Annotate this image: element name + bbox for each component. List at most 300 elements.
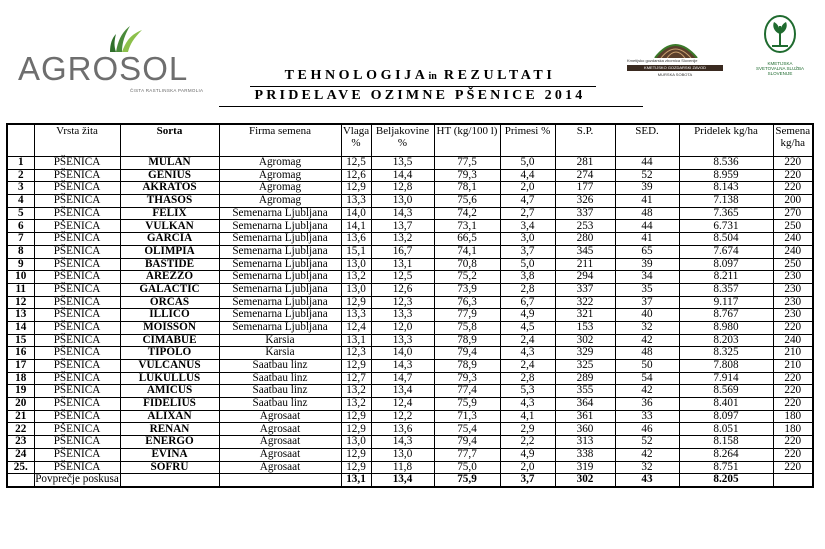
row-number: 24 — [7, 448, 34, 461]
row-number: 13 — [7, 309, 34, 322]
row-number: 6 — [7, 220, 34, 233]
row-number: 20 — [7, 398, 34, 411]
crop-type: PŠENICA — [34, 258, 120, 271]
crop-type: PŠENICA — [34, 410, 120, 423]
ears-per-m2: 345 — [555, 245, 615, 258]
seed-rate: 220 — [773, 169, 813, 182]
hectoliter-weight: 70,8 — [434, 258, 500, 271]
protein: 14,7 — [371, 372, 434, 385]
hectoliter-weight: 75,9 — [434, 398, 500, 411]
seed-company: Agromag — [219, 157, 341, 170]
impurities: 5,3 — [500, 385, 555, 398]
seeds: 52 — [615, 436, 679, 449]
yield: 6.731 — [679, 220, 773, 233]
yield: 8.097 — [679, 410, 773, 423]
variety: ORCAS — [120, 296, 219, 309]
yield: 7.808 — [679, 360, 773, 373]
seed-company: Semenarna Ljubljana — [219, 233, 341, 246]
seeds: 33 — [615, 410, 679, 423]
yield: 8.158 — [679, 436, 773, 449]
protein: 14,3 — [371, 436, 434, 449]
seeds: 40 — [615, 309, 679, 322]
row-number: 17 — [7, 360, 34, 373]
leaf-icon — [108, 24, 148, 52]
impurities: 4,1 — [500, 410, 555, 423]
average-cell-blank — [219, 474, 341, 487]
seed-company: Agrosaat — [219, 410, 341, 423]
seeds: 54 — [615, 372, 679, 385]
yield: 9.117 — [679, 296, 773, 309]
seed-company: Agromag — [219, 182, 341, 195]
kgz-logo — [625, 38, 725, 82]
variety: LUKULLUS — [120, 372, 219, 385]
yield: 8.211 — [679, 271, 773, 284]
crop-type: PŠENICA — [34, 195, 120, 208]
field-icon — [625, 38, 725, 58]
protein: 14,4 — [371, 169, 434, 182]
hectoliter-weight: 73,1 — [434, 220, 500, 233]
seed-company: Karsia — [219, 334, 341, 347]
variety: TIPOLO — [120, 347, 219, 360]
seed-rate: 240 — [773, 245, 813, 258]
table-row — [7, 385, 813, 398]
average-sp: 302 — [555, 474, 615, 487]
variety: FELIX — [120, 207, 219, 220]
variety: MOISSON — [120, 321, 219, 334]
hectoliter-weight: 78,1 — [434, 182, 500, 195]
seed-company: Agrosaat — [219, 448, 341, 461]
crop-type: PŠENICA — [34, 157, 120, 170]
table-row — [7, 448, 813, 461]
seed-rate: 220 — [773, 182, 813, 195]
row-number: 23 — [7, 436, 34, 449]
table-row — [7, 461, 813, 474]
row-number: 22 — [7, 423, 34, 436]
seed-rate: 240 — [773, 334, 813, 347]
moisture: 12,9 — [341, 360, 371, 373]
average-label: Povprečje poskusa — [35, 473, 119, 486]
protein: 12,8 — [371, 182, 434, 195]
title-underline — [250, 86, 596, 87]
protein: 13,1 — [371, 258, 434, 271]
row-number: 5 — [7, 207, 34, 220]
average-row — [7, 474, 813, 487]
moisture: 13,0 — [341, 258, 371, 271]
seeds: 32 — [615, 321, 679, 334]
table-row — [7, 245, 813, 258]
moisture: 12,9 — [341, 461, 371, 474]
header-sed: SED. — [615, 124, 679, 157]
yield: 8.264 — [679, 448, 773, 461]
table-row — [7, 195, 813, 208]
moisture: 12,6 — [341, 169, 371, 182]
ears-per-m2: 361 — [555, 410, 615, 423]
impurities: 2,0 — [500, 182, 555, 195]
impurities: 2,4 — [500, 334, 555, 347]
impurities: 2,8 — [500, 372, 555, 385]
variety: CIMABUE — [120, 334, 219, 347]
header-num — [7, 124, 34, 157]
ears-per-m2: 338 — [555, 448, 615, 461]
variety: AKRATOS — [120, 182, 219, 195]
header-firma-semena: Firma semena — [219, 124, 341, 157]
crop-type: PŠENICA — [34, 182, 120, 195]
seed-company: Semenarna Ljubljana — [219, 296, 341, 309]
seed-rate: 180 — [773, 410, 813, 423]
impurities: 4,5 — [500, 321, 555, 334]
row-number: 15 — [7, 334, 34, 347]
yield: 8.097 — [679, 258, 773, 271]
seed-rate: 250 — [773, 220, 813, 233]
row-number: 18 — [7, 372, 34, 385]
seed-rate: 200 — [773, 195, 813, 208]
seed-company: Semenarna Ljubljana — [219, 207, 341, 220]
ears-per-m2: 281 — [555, 157, 615, 170]
crop-type: PŠENICA — [34, 296, 120, 309]
crop-type: PŠENICA — [34, 334, 120, 347]
ears-per-m2: 321 — [555, 309, 615, 322]
variety: GENIUS — [120, 169, 219, 182]
table-row — [7, 169, 813, 182]
moisture: 14,0 — [341, 207, 371, 220]
yield: 7.674 — [679, 245, 773, 258]
impurities: 2,7 — [500, 207, 555, 220]
header-ht: HT (kg/100 l) — [434, 124, 500, 157]
crop-type: PŠENICA — [34, 385, 120, 398]
hectoliter-weight: 66,5 — [434, 233, 500, 246]
crop-type: PŠENICA — [34, 207, 120, 220]
variety: EVINA — [120, 448, 219, 461]
moisture: 12,9 — [341, 182, 371, 195]
row-number: 7 — [7, 233, 34, 246]
crop-type: PŠENICA — [34, 423, 120, 436]
ears-per-m2: 326 — [555, 195, 615, 208]
hectoliter-weight: 76,3 — [434, 296, 500, 309]
moisture: 12,9 — [341, 423, 371, 436]
seeds: 39 — [615, 258, 679, 271]
variety: VULCANUS — [120, 360, 219, 373]
protein: 14,3 — [371, 207, 434, 220]
protein: 12,2 — [371, 410, 434, 423]
impurities: 3,7 — [500, 245, 555, 258]
crop-type: PŠENICA — [34, 271, 120, 284]
ears-per-m2: 319 — [555, 461, 615, 474]
average-vlaga: 13,1 — [341, 474, 371, 487]
ears-per-m2: 153 — [555, 321, 615, 334]
title-underline — [219, 106, 643, 107]
seeds: 32 — [615, 461, 679, 474]
variety: ILLICO — [120, 309, 219, 322]
ears-per-m2: 329 — [555, 347, 615, 360]
impurities: 2,2 — [500, 436, 555, 449]
table-row — [7, 258, 813, 271]
table-row — [7, 436, 813, 449]
crop-type: PŠENICA — [34, 448, 120, 461]
table-row — [7, 423, 813, 436]
seeds: 52 — [615, 169, 679, 182]
protein: 13,5 — [371, 157, 434, 170]
impurities: 4,4 — [500, 169, 555, 182]
table-row — [7, 283, 813, 296]
seed-rate: 240 — [773, 233, 813, 246]
agrosol-wordmark: AGROSOL — [18, 50, 189, 87]
yield: 8.959 — [679, 169, 773, 182]
variety: RENAN — [120, 423, 219, 436]
yield: 8.504 — [679, 233, 773, 246]
yield: 8.325 — [679, 347, 773, 360]
row-number: 9 — [7, 258, 34, 271]
hectoliter-weight: 77,4 — [434, 385, 500, 398]
row-number: 10 — [7, 271, 34, 284]
variety: SOFRU — [120, 461, 219, 474]
impurities: 3,0 — [500, 233, 555, 246]
impurities: 5,0 — [500, 157, 555, 170]
ears-per-m2: 253 — [555, 220, 615, 233]
table-row — [7, 157, 813, 170]
moisture: 13,3 — [341, 309, 371, 322]
hectoliter-weight: 79,4 — [434, 436, 500, 449]
table-row — [7, 410, 813, 423]
impurities: 2,9 — [500, 423, 555, 436]
seeds: 35 — [615, 283, 679, 296]
ears-per-m2: 355 — [555, 385, 615, 398]
seed-company: Saatbau linz — [219, 385, 341, 398]
yield: 7.365 — [679, 207, 773, 220]
yield: 8.751 — [679, 461, 773, 474]
protein: 12,5 — [371, 271, 434, 284]
seed-rate: 220 — [773, 385, 813, 398]
variety: GARCIA — [120, 233, 219, 246]
row-number: 16 — [7, 347, 34, 360]
moisture: 15,1 — [341, 245, 371, 258]
page-title-line2: PRIDELAVE OZIMNE PŠENICE 2014 — [254, 88, 586, 103]
seed-company: Semenarna Ljubljana — [219, 309, 341, 322]
impurities: 2,0 — [500, 461, 555, 474]
protein: 13,4 — [371, 385, 434, 398]
yield: 8.051 — [679, 423, 773, 436]
plant-emblem-icon — [763, 14, 797, 54]
yield: 8.401 — [679, 398, 773, 411]
ears-per-m2: 211 — [555, 258, 615, 271]
seed-rate: 220 — [773, 461, 813, 474]
hectoliter-weight: 74,1 — [434, 245, 500, 258]
header-primesi: Primesi % — [500, 124, 555, 157]
ksss-logo — [755, 14, 805, 94]
moisture: 13,0 — [341, 436, 371, 449]
seed-company: Semenarna Ljubljana — [219, 321, 341, 334]
moisture: 12,9 — [341, 410, 371, 423]
protein: 16,7 — [371, 245, 434, 258]
kgz-city: MURSKA SOBOTA — [657, 72, 693, 77]
header-sorta: Sorta — [120, 124, 219, 157]
variety: ENERGO — [120, 436, 219, 449]
seed-rate: 220 — [773, 321, 813, 334]
row-number: 12 — [7, 296, 34, 309]
hectoliter-weight: 75,0 — [434, 461, 500, 474]
protein: 12,3 — [371, 296, 434, 309]
hectoliter-weight: 71,3 — [434, 410, 500, 423]
moisture: 13,2 — [341, 385, 371, 398]
impurities: 4,3 — [500, 347, 555, 360]
seed-company: Semenarna Ljubljana — [219, 220, 341, 233]
row-number: 19 — [7, 385, 34, 398]
hectoliter-weight: 73,9 — [434, 283, 500, 296]
moisture: 13,2 — [341, 271, 371, 284]
seeds: 42 — [615, 385, 679, 398]
seed-company: Agrosaat — [219, 423, 341, 436]
table-row — [7, 398, 813, 411]
hectoliter-weight: 79,3 — [434, 372, 500, 385]
row-number: 14 — [7, 321, 34, 334]
seeds: 44 — [615, 157, 679, 170]
protein: 12,4 — [371, 398, 434, 411]
row-number: 4 — [7, 195, 34, 208]
seed-company: Semenarna Ljubljana — [219, 258, 341, 271]
protein: 13,2 — [371, 233, 434, 246]
hectoliter-weight: 75,8 — [434, 321, 500, 334]
crop-type: PŠENICA — [34, 220, 120, 233]
seed-company: Agrosaat — [219, 436, 341, 449]
protein: 13,0 — [371, 448, 434, 461]
moisture: 13,6 — [341, 233, 371, 246]
seeds: 39 — [615, 182, 679, 195]
average-ht: 75,9 — [434, 474, 500, 487]
table-row — [7, 321, 813, 334]
seeds: 50 — [615, 360, 679, 373]
seeds: 42 — [615, 448, 679, 461]
hectoliter-weight: 77,9 — [434, 309, 500, 322]
ears-per-m2: 325 — [555, 360, 615, 373]
table-row — [7, 347, 813, 360]
ears-per-m2: 294 — [555, 271, 615, 284]
protein: 13,3 — [371, 334, 434, 347]
variety: MULAN — [120, 157, 219, 170]
seed-rate: 220 — [773, 448, 813, 461]
hectoliter-weight: 79,3 — [434, 169, 500, 182]
impurities: 3,8 — [500, 271, 555, 284]
yield: 7.138 — [679, 195, 773, 208]
moisture: 14,1 — [341, 220, 371, 233]
table-row — [7, 233, 813, 246]
ksss-caption: KMETIJSKA SVETOVALNA SLUŽBA SLOVENIJE — [755, 61, 805, 76]
ears-per-m2: 337 — [555, 207, 615, 220]
kgz-band: KMETIJSKO GOZDARSKI ZAVOD — [627, 65, 723, 71]
moisture: 12,9 — [341, 296, 371, 309]
seeds: 46 — [615, 423, 679, 436]
crop-type: PŠENICA — [34, 347, 120, 360]
results-table — [6, 123, 814, 488]
seed-rate: 210 — [773, 347, 813, 360]
hectoliter-weight: 75,2 — [434, 271, 500, 284]
seeds: 65 — [615, 245, 679, 258]
impurities: 4,9 — [500, 309, 555, 322]
table-row — [7, 182, 813, 195]
ears-per-m2: 289 — [555, 372, 615, 385]
impurities: 5,0 — [500, 258, 555, 271]
yield: 8.143 — [679, 182, 773, 195]
seed-company: Saatbau linz — [219, 360, 341, 373]
page-title-line1: TEHNOLOGIJAin REZULTATI — [284, 68, 556, 83]
seed-company: Semenarna Ljubljana — [219, 245, 341, 258]
seeds: 42 — [615, 334, 679, 347]
header-pridelek: Pridelek kg/ha — [679, 124, 773, 157]
protein: 13,7 — [371, 220, 434, 233]
yield: 8.980 — [679, 321, 773, 334]
header-semena: Semena kg/ha — [773, 124, 813, 157]
hectoliter-weight: 74,2 — [434, 207, 500, 220]
impurities: 4,3 — [500, 398, 555, 411]
row-number: 3 — [7, 182, 34, 195]
hectoliter-weight: 78,9 — [434, 360, 500, 373]
row-number: 1 — [7, 157, 34, 170]
seeds: 37 — [615, 296, 679, 309]
ears-per-m2: 322 — [555, 296, 615, 309]
seeds: 41 — [615, 233, 679, 246]
crop-type: PŠENICA — [34, 398, 120, 411]
crop-type: PŠENICA — [34, 436, 120, 449]
yield: 8.536 — [679, 157, 773, 170]
protein: 12,0 — [371, 321, 434, 334]
yield: 8.767 — [679, 309, 773, 322]
ears-per-m2: 337 — [555, 283, 615, 296]
crop-type: PŠENICA — [34, 321, 120, 334]
impurities: 2,4 — [500, 360, 555, 373]
protein: 13,3 — [371, 309, 434, 322]
moisture: 13,3 — [341, 195, 371, 208]
ears-per-m2: 274 — [555, 169, 615, 182]
hectoliter-weight: 77,5 — [434, 157, 500, 170]
header-sp: S.P. — [555, 124, 615, 157]
crop-type: PŠENICA — [34, 309, 120, 322]
seed-rate: 230 — [773, 283, 813, 296]
variety: OLIMPIA — [120, 245, 219, 258]
seed-rate: 230 — [773, 271, 813, 284]
protein: 13,0 — [371, 195, 434, 208]
variety: ALIXAN — [120, 410, 219, 423]
table-row — [7, 309, 813, 322]
seed-rate: 180 — [773, 423, 813, 436]
seed-rate: 250 — [773, 258, 813, 271]
hectoliter-weight: 75,4 — [434, 423, 500, 436]
seed-rate: 220 — [773, 436, 813, 449]
average-primesi: 3,7 — [500, 474, 555, 487]
hectoliter-weight: 78,9 — [434, 334, 500, 347]
crop-type: PŠENICA — [34, 360, 120, 373]
header-beljakovine: Beljakovine % — [371, 124, 434, 157]
seeds: 41 — [615, 195, 679, 208]
seed-rate: 220 — [773, 372, 813, 385]
ears-per-m2: 364 — [555, 398, 615, 411]
moisture: 12,9 — [341, 448, 371, 461]
row-number: 21 — [7, 410, 34, 423]
ears-per-m2: 313 — [555, 436, 615, 449]
yield: 8.357 — [679, 283, 773, 296]
seeds: 34 — [615, 271, 679, 284]
yield: 8.569 — [679, 385, 773, 398]
seeds: 48 — [615, 347, 679, 360]
crop-type: PŠENICA — [34, 233, 120, 246]
hectoliter-weight: 79,4 — [434, 347, 500, 360]
crop-type: PŠENICA — [34, 283, 120, 296]
yield: 8.203 — [679, 334, 773, 347]
table-row — [7, 360, 813, 373]
protein: 13,6 — [371, 423, 434, 436]
average-cell-blank — [7, 474, 34, 487]
crop-type: PŠENICA — [34, 169, 120, 182]
variety: BASTIDE — [120, 258, 219, 271]
ears-per-m2: 360 — [555, 423, 615, 436]
hectoliter-weight: 75,6 — [434, 195, 500, 208]
